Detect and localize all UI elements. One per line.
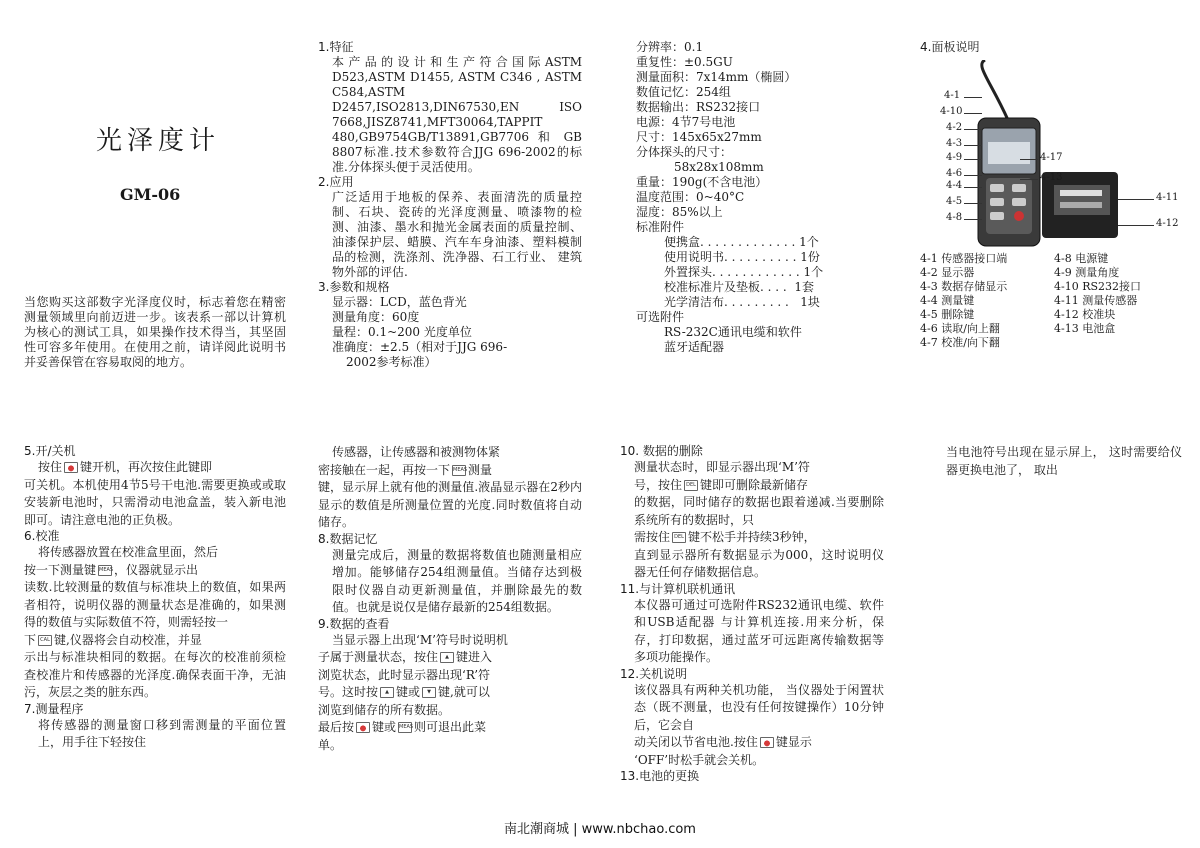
sec8-heading: 8.数据记忆 (318, 531, 378, 546)
features-heading: 1.特征 (318, 40, 354, 54)
sec6-text: 读数.比较测量的数值与标准块上的数值，如果两者相符，说明仪器的测量状态是准确的，如果测得的数值与实际数值不符，则需轻按一 (24, 580, 286, 629)
legend-item: 4-8 电源键 (1054, 252, 1109, 265)
optional-item: RS-232C通讯电缆和软件 (664, 325, 802, 339)
sec6-text: 示出与标准块相同的数据。在每次的校准前须检查校准片和传感器的光泽度.确保表面干净，无油污，灰层之类的脏东西。 (24, 650, 286, 699)
sec10-text: 键即可删除最新储存 (700, 477, 809, 492)
callout-line (964, 219, 982, 220)
sec6-text: 将传感器放置在校准盒里面，然后 (38, 545, 219, 559)
cal-key-icon: CAL (38, 635, 52, 646)
sec9-text: 当显示器上出现‘M’符号时说明机 (332, 632, 508, 647)
spec-resolution: 分辨率：0.1 (636, 40, 704, 54)
sec5-text: 可关机。本机使用4节5号干电池.需要更换或或取安装新电池时，只需滑动电池盒盖，装入新电池即可。请注意电池的正负极。 (24, 477, 286, 527)
meas-key-icon: MEAS (398, 722, 412, 733)
legend-item: 4-9 测量角度 (1054, 266, 1120, 279)
sec7-heading: 7.测量程序 (24, 701, 84, 716)
column-specs (636, 40, 886, 355)
intro-paragraph (24, 295, 286, 370)
spec-temp: 温度范围：0~40°C (636, 190, 745, 204)
sec9-text: 键,就可以 (438, 685, 490, 699)
footer-site: 南北潮商城 | www.nbchao.com (504, 822, 696, 837)
sec5-text: 按住 (38, 460, 63, 474)
meas-key-icon: MEAS (98, 565, 112, 576)
document-title: 光泽度计 (96, 126, 221, 156)
callout-label: 4-13 (1040, 172, 1063, 183)
spec-range: 量程：0.1~200 光度单位 (332, 325, 472, 339)
legend-item: 4-7 校准/向下翻 (920, 336, 1000, 349)
legend-item: 4-4 测量键 (920, 294, 975, 307)
sec9-text: 键或 (396, 685, 421, 699)
legend-left (920, 252, 1007, 350)
sec9-text: 最后按 (318, 720, 355, 734)
callout-label: 4-4 (946, 180, 963, 191)
sec9-text: 单。 (318, 737, 343, 752)
sec6-heading: 6.校准 (24, 529, 60, 543)
sec10-text: 的数据，同时储存的数据也跟着递减.当要删除系统所有的数据时，只 (634, 495, 884, 527)
legend-item: 4-2 显示器 (920, 266, 975, 279)
spec-memory: 数值记忆：254组 (636, 85, 731, 99)
sec10-text: 直到显示器所有数据显示为000，这时说明仪器无任何存储数据信息。 (634, 547, 884, 579)
spec-power: 电源：4节7号电池 (636, 115, 736, 129)
callout-line (1118, 225, 1154, 226)
sec10-text: 号，按住 (634, 477, 683, 492)
application-text: 广泛适用于地板的保养、表面清洗的质量控制、石块、瓷砖的光泽度测量、喷漆物的检测、油漆、墨水和抛光金属表面的质量控制、油漆保护层、蜡膜、汽车车身油漆、塑料模制品的检测，洗涤剂、洗净器、石工行业、 建筑物外部的评估. (332, 190, 582, 279)
power-key-icon (64, 462, 78, 473)
callout-line (964, 145, 982, 146)
accessory-item: 外置探头. . . . . . . . . . . . 1个 (664, 265, 824, 279)
accessory-item: 光学清洁布. . . . . . . . . 1块 (664, 295, 820, 309)
sec9-text: 浏览到储存的所有数据。 (318, 702, 451, 717)
callout-label: 4-9 (946, 152, 963, 163)
sec8-text: 测量完成后，测量的数据将数值也随测量相应增加。能够储存254组测量值。当储存达到极限时仪器自动更新测量值，并删除最先的数值。也就是说仅是储存最新的254组数据。 (332, 547, 582, 614)
sec7-text: 键，显示屏上就有他的测量值.液晶显示器在2秒内显示的数值是所测量位置的光度.同时数值将自动储存。 (318, 480, 582, 529)
sec7-text: 测量 (468, 462, 493, 477)
sec12-heading: 12.关机说明 (620, 666, 688, 681)
callout-line (964, 97, 982, 98)
accessory-item: 校准标准片及垫板. . . . 1套 (664, 280, 814, 294)
callout-label: 4-5 (946, 196, 963, 207)
column-features (318, 40, 586, 370)
spec-repeatability: 重复性：±0.5GU (636, 55, 733, 69)
callout-label: 4-8 (946, 212, 963, 223)
sec12-text: ‘OFF’时松手就会关机。 (634, 752, 765, 767)
sec13-heading: 13.电池的更换 (620, 769, 700, 783)
legend-item: 4-12 校准块 (1054, 308, 1116, 321)
sec7-text: 密接触在一起，再按一下 (318, 462, 451, 477)
accessories-title: 标准附件 (636, 220, 685, 234)
callout-label: 4-2 (946, 122, 963, 133)
callout-label: 4-6 (946, 168, 963, 179)
callout-line (964, 113, 982, 114)
callout-line (1020, 159, 1038, 160)
sec6-text: ，仪器就显示出 (114, 562, 199, 577)
sec9-text: 浏览状态，此时显示器出现‘R’符 (318, 667, 491, 682)
del-key-icon: DEL (684, 480, 698, 491)
sec10-text: 需按住 (634, 530, 671, 544)
up-key-icon: ▲ (380, 687, 394, 698)
sec10-text: 键不松手并持续3秒钟， (688, 530, 816, 544)
legend-item: 4-5 删除键 (920, 308, 975, 321)
sec11-text: 本仪器可通过可选附件RS232通讯电缆、软件和USB适配器 与计算机连接.用来分析，保存，打印数据，通过蓝牙可远距离传输数据等多项功能操作。 (634, 597, 884, 664)
legend-item: 4-6 读取/向上翻 (920, 322, 1000, 335)
spec-humidity: 湿度：85%以上 (636, 205, 723, 219)
legend-item: 4-10 RS232接口 (1054, 280, 1142, 293)
spec-angle: 测量角度：60度 (332, 310, 420, 324)
sec5-heading: 5.开/关机 (24, 444, 76, 458)
up-key-icon: ▲ (440, 652, 454, 663)
sec13-text: 当电池符号出现在显示屏上， 这时需要给仪器更换电池了， 取出 (946, 445, 1182, 477)
callout-line (964, 203, 982, 204)
callout-label: 4-1 (944, 90, 961, 101)
features-text: 本产品的设计和生产符合国际ASTM D523,ASTM D1455, ASTM C346 , ASTM C584,ASTM D2457,ISO2813,DIN67530,EN ISO 7668,JISZ8741,MFT30064,TAPPIT 480,GB9754GB/T13891,GB7706 和 GB 8807标准.技术参数符合JJG 696-2002的标准.分体探头便于灵活使用。 (332, 55, 586, 174)
specs-heading: 3.参数和规格 (318, 280, 390, 294)
callout-line (1020, 179, 1038, 180)
del-key-icon: DEL (672, 532, 686, 543)
callout-line (964, 175, 982, 176)
sec6-text: 按一下测量键 (24, 562, 97, 577)
callout-line (964, 129, 982, 130)
power-key-icon (760, 737, 774, 748)
accessory-item: 便携盒. . . . . . . . . . . . . 1个 (664, 235, 819, 249)
spec-weight: 重量：190g(不含电池） (636, 175, 768, 189)
callout-label: 4-11 (1156, 192, 1179, 203)
callout-line (964, 187, 982, 188)
legend-right (1054, 252, 1141, 336)
legend-item: 4-1 传感器接口端 (920, 252, 1008, 265)
spec-size: 尺寸：145x65x27mm (636, 130, 762, 144)
intro-text: 当您购买这部数字光泽度仪时，标志着您在精密测量领域里向前迈进一步。该表系一部以计算机为核心的测试工具，如果操作技术得当，其坚固性可容多年使用。在使用之前，请详阅此说明书并妥善保管在容易取阅的地方。 (24, 295, 286, 369)
legend-item: 4-11 测量传感器 (1054, 294, 1138, 307)
sec7-text: 将传感器的测量窗口移到需测量的平面位置上，用手往下轻按住 (38, 717, 286, 749)
column-operation (24, 444, 286, 752)
sec6-text: 下 (24, 632, 37, 647)
sec12-text: 该仪器具有两种关机功能， 当仪器处于闲置状态（既不测量，也没有任何按键操作）10分钟后，它会自 (634, 682, 884, 732)
optional-title: 可选附件 (636, 310, 685, 324)
sec9-heading: 9.数据的查看 (318, 616, 390, 631)
sec6-text: 键,仪器将会自动校准，并显 (54, 632, 202, 647)
spec-output: 数据输出：RS232接口 (636, 100, 761, 114)
sec12-text: 动关闭以节省电池.按住 (634, 735, 758, 749)
spec-display: 显示器：LCD，蓝色背光 (332, 295, 467, 309)
application-heading: 2.应用 (318, 175, 354, 189)
column-memory (318, 444, 582, 754)
column-battery (932, 444, 1182, 479)
spec-accuracy-ref: 2002参考标准） (346, 355, 437, 369)
sec11-heading: 11.与计算机联机通讯 (620, 581, 736, 596)
model-number: GM-06 (120, 185, 181, 204)
panel-diagram (920, 60, 1190, 250)
sec9-text: 子属于测量状态，按住 (318, 650, 439, 664)
sec5-text: 键开机，再次按住此键即 (80, 460, 213, 474)
panel-heading: 4.面板说明 (920, 40, 980, 54)
spec-area: 测量面积：7x14mm（椭圆） (636, 70, 797, 84)
callout-label: 4-3 (946, 138, 963, 149)
column-delete (620, 444, 884, 784)
sec12-text: 键显示 (775, 735, 812, 749)
sec9-text: 键或 (372, 720, 397, 734)
callout-label: 4-12 (1156, 218, 1179, 229)
sec9-text: 号。这时按 (318, 685, 379, 699)
sec7-text: 传感器，让传感器和被测物体紧 (332, 445, 501, 459)
spec-probe-size: 分体探头的尺寸： (636, 145, 733, 159)
spec-probe-dim: 58x28x108mm (674, 160, 764, 174)
down-key-icon: ▼ (422, 687, 436, 698)
sec10-heading: 10. 数据的删除 (620, 444, 703, 458)
callout-label: 4-17 (1040, 152, 1063, 163)
legend-item: 4-3 数据存储显示 (920, 280, 1008, 293)
legend-item: 4-13 电池盒 (1054, 322, 1116, 335)
sec10-text: 测量状态时，即显示器出现‘M’符 (634, 460, 810, 474)
column-panel (920, 40, 1190, 55)
callout-line (1118, 199, 1154, 200)
spec-accuracy: 准确度：±2.5（相对于JJG 696- (332, 340, 508, 354)
power-key-icon (356, 722, 370, 733)
sec9-text: 则可退出此菜 (414, 720, 487, 734)
sec9-text: 键进入 (456, 650, 493, 664)
callout-label: 4-10 (940, 106, 963, 117)
accessory-item: 使用说明书. . . . . . . . . . 1份 (664, 250, 820, 264)
meas-key-icon: MEAS (452, 465, 466, 476)
callout-line (964, 159, 982, 160)
optional-item: 蓝牙适配器 (664, 340, 725, 354)
